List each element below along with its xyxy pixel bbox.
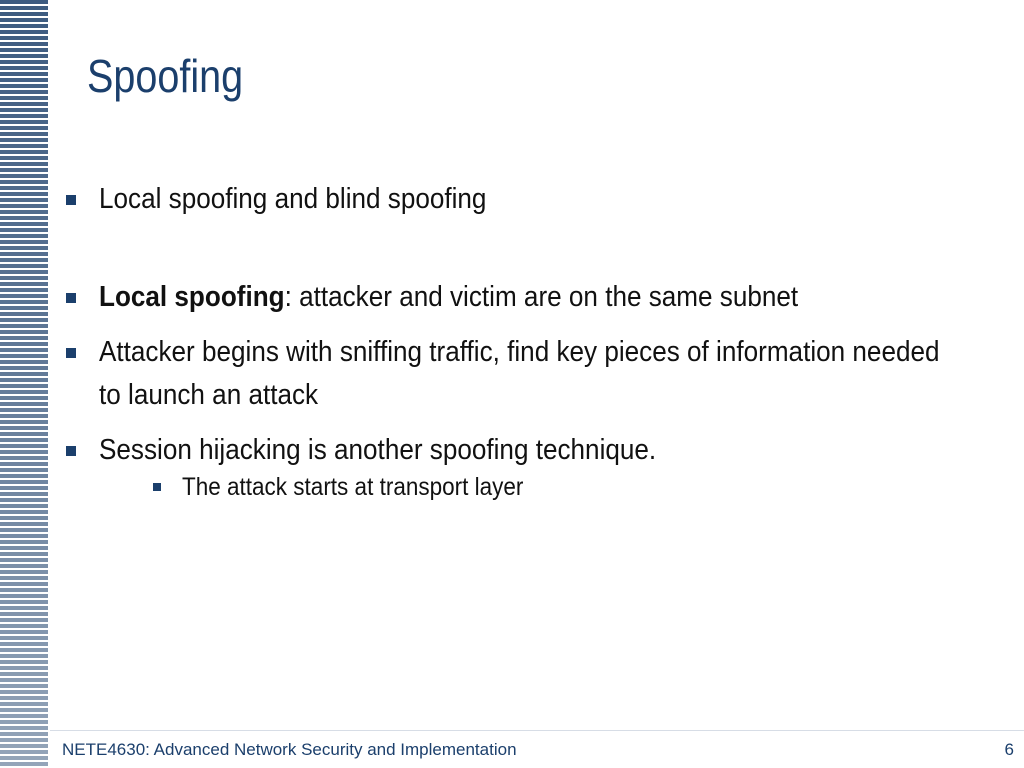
footer-divider [50, 730, 1024, 731]
bullet-item [62, 331, 942, 417]
bullet-text [99, 429, 941, 472]
bullet-text-content: : attacker and victim are on the same subnet [284, 281, 799, 313]
bullet-item [62, 276, 942, 319]
square-bullet-icon [66, 293, 76, 303]
page-number: 6 [1004, 740, 1014, 759]
bullet-text-content: Local spoofing and blind spoofing [99, 183, 487, 215]
stripe-fade-overlay [0, 0, 48, 768]
bullet-text [99, 276, 941, 319]
sub-bullet-text: The attack starts at transport layer [182, 473, 524, 501]
square-bullet-icon [153, 483, 161, 491]
bullet-bold-term: Local spoofing [99, 281, 285, 313]
square-bullet-icon [66, 195, 76, 205]
bullet-text [99, 178, 941, 221]
square-bullet-icon [66, 348, 76, 358]
bullet-text-content: Session hijacking is another spoofing technique. [99, 434, 657, 466]
bullet-text-content: Attacker begins with sniffing traffic, find key pieces of information needed to launch an attack [99, 336, 940, 411]
sub-bullet-list [99, 470, 942, 504]
bullet-list [62, 178, 942, 516]
bullet-item [62, 178, 942, 221]
bullet-text [99, 331, 941, 417]
square-bullet-icon [66, 446, 76, 456]
slide-title: Spoofing [87, 50, 244, 102]
bullet-item [62, 429, 942, 504]
footer-course-title: NETE4630: Advanced Network Security and Implementation [62, 740, 517, 759]
sub-bullet-item [99, 470, 942, 504]
